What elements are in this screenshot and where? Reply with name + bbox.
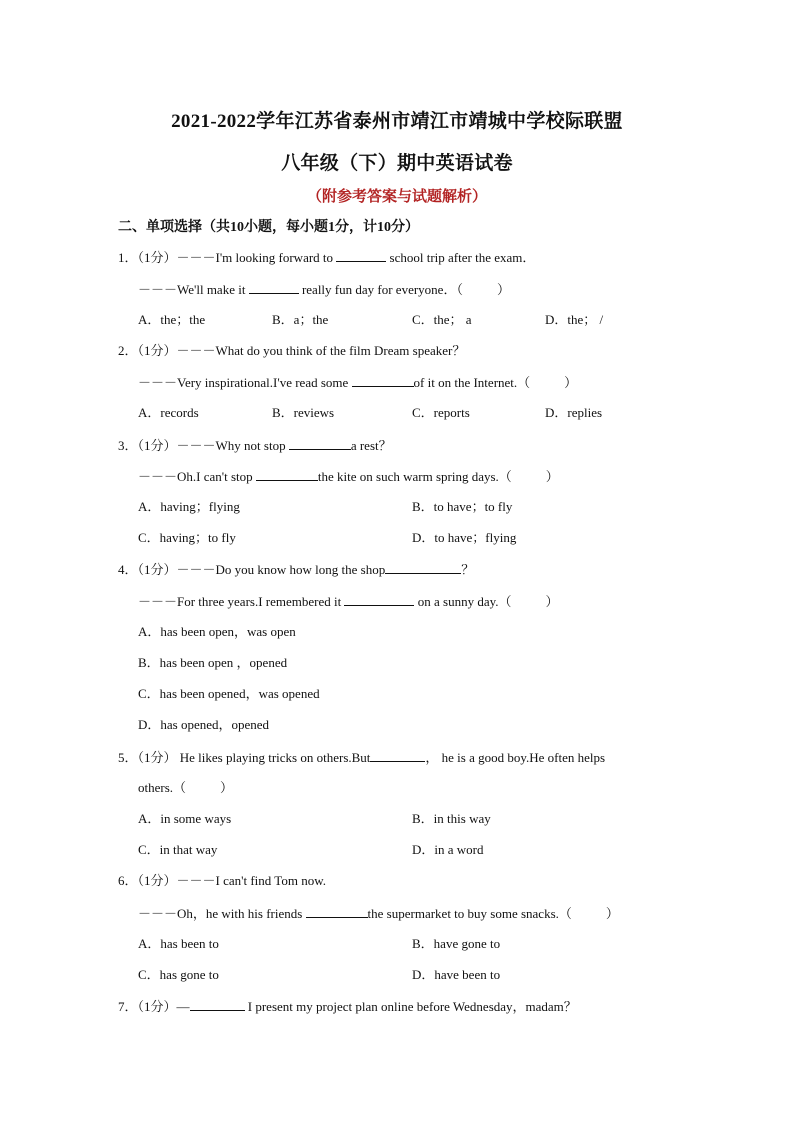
question-1-reply bbox=[138, 280, 510, 299]
option-c: C．having；to fly bbox=[138, 530, 236, 545]
question-6-reply bbox=[138, 904, 619, 923]
answer-paren-close: ） bbox=[564, 375, 578, 390]
exam-title-line1: 2021-2022学年江苏省泰州市靖江市靖城中学校际联盟 bbox=[171, 111, 623, 132]
question-text: －－－I can't find Tom now. bbox=[176, 873, 326, 888]
option-c: C．has been opened，was opened bbox=[138, 686, 320, 701]
reply-text: really fun day for everyone．（ bbox=[301, 282, 463, 297]
question-3-prompt bbox=[118, 436, 392, 455]
option-b: B．a；the bbox=[272, 312, 329, 327]
question-5-continuation bbox=[138, 779, 233, 797]
reply-text: －－－We'll make it bbox=[138, 282, 246, 297]
question-text: — bbox=[176, 999, 190, 1014]
exam-subtitle: （附参考答案与试题解析） bbox=[306, 189, 487, 205]
question-number: 4．（1分） bbox=[118, 562, 177, 577]
question-text: I present my project plan online before Wednesday，madam？ bbox=[247, 999, 577, 1014]
option-b: B．in this way bbox=[412, 811, 491, 826]
question-number: 3．（1分） bbox=[118, 438, 177, 453]
question-text: He likes playing tricks on others.But bbox=[179, 750, 371, 765]
option-a: A．having；flying bbox=[138, 499, 240, 514]
question-number: 2．（1分） bbox=[118, 343, 177, 358]
option-c: C．has gone to bbox=[138, 967, 219, 982]
answer-blank bbox=[289, 436, 351, 450]
answer-blank bbox=[344, 592, 414, 606]
question-2-reply bbox=[138, 373, 577, 392]
question-6-prompt bbox=[118, 872, 326, 890]
question-text: a rest？ bbox=[350, 438, 392, 453]
question-number: 6．（1分） bbox=[118, 873, 177, 888]
question-text: others.（ bbox=[138, 780, 187, 795]
option-c: C．the； a bbox=[412, 312, 472, 327]
question-3-reply bbox=[138, 467, 559, 486]
option-d: D．to have；flying bbox=[412, 530, 517, 545]
question-number: 7．（1分） bbox=[118, 999, 177, 1014]
exam-title-line2: 八年级（下）期中英语试卷 bbox=[281, 153, 513, 174]
answer-blank bbox=[190, 997, 245, 1011]
reply-text: the supermarket to buy some snacks.（ bbox=[367, 906, 572, 921]
option-c: C．in that way bbox=[138, 842, 218, 857]
option-d: D．in a word bbox=[412, 842, 484, 857]
question-2-prompt bbox=[118, 342, 465, 360]
option-a: A．in some ways bbox=[138, 811, 232, 826]
reply-text: of it on the Internet.（ bbox=[413, 375, 531, 390]
answer-blank bbox=[352, 373, 414, 387]
question-text: school trip after the exam． bbox=[389, 250, 536, 265]
question-text: －－－Do you know how long the shop bbox=[176, 562, 386, 577]
reply-text: －－－Very inspirational.I've read some bbox=[138, 375, 349, 390]
question-1-prompt bbox=[118, 248, 535, 267]
question-4-reply bbox=[138, 592, 559, 611]
reply-text: the kite on such warm spring days.（ bbox=[317, 469, 512, 484]
answer-blank bbox=[370, 748, 425, 762]
option-d: D．the； / bbox=[545, 312, 604, 327]
question-text: －－－Why not stop bbox=[176, 438, 286, 453]
answer-paren-close: ） bbox=[605, 906, 619, 921]
reply-text: －－－Oh.I can't stop bbox=[138, 469, 253, 484]
option-d: D．replies bbox=[545, 405, 603, 420]
section-heading: 二、单项选择（共10小题，每小题1分，计10分） bbox=[118, 220, 419, 235]
answer-blank bbox=[256, 467, 318, 481]
option-a: A．the；the bbox=[138, 312, 206, 327]
question-number: 5．（1分） bbox=[118, 750, 177, 765]
answer-paren-close: ） bbox=[496, 282, 510, 297]
option-a: A．has been open，was open bbox=[138, 624, 296, 639]
answer-paren-close: ） bbox=[545, 469, 559, 484]
option-b: B．reviews bbox=[272, 405, 335, 420]
option-a: A．records bbox=[138, 405, 199, 420]
question-text: －－－I'm looking forward to bbox=[176, 250, 334, 265]
question-text: －－－What do you think of the film Dream speaker？ bbox=[176, 343, 466, 358]
reply-text: －－－For three years.I remembered it bbox=[138, 594, 342, 609]
answer-blank bbox=[306, 904, 368, 918]
question-7-prompt bbox=[118, 997, 577, 1016]
answer-blank bbox=[336, 248, 386, 262]
answer-blank bbox=[385, 560, 461, 574]
question-text: ， he is a good boy.He often helps bbox=[425, 750, 606, 765]
option-c: C．reports bbox=[412, 405, 470, 420]
option-b: B．has been open ，opened bbox=[138, 655, 288, 670]
option-b: B．to have；to fly bbox=[412, 499, 513, 514]
reply-text: －－－Oh，he with his friends bbox=[138, 906, 303, 921]
option-b: B．have gone to bbox=[412, 936, 501, 951]
reply-text: on a sunny day.（ bbox=[417, 594, 512, 609]
question-5-prompt bbox=[118, 748, 605, 767]
question-4-prompt bbox=[118, 560, 474, 579]
question-text: ？ bbox=[461, 562, 475, 577]
question-number: 1．（1分） bbox=[118, 250, 177, 265]
answer-paren-close: ） bbox=[545, 594, 559, 609]
answer-blank bbox=[249, 280, 299, 294]
option-a: A．has been to bbox=[138, 936, 219, 951]
option-d: D．has opened，opened bbox=[138, 717, 270, 732]
option-d: D．have been to bbox=[412, 967, 501, 982]
answer-paren-close: ） bbox=[220, 780, 234, 795]
